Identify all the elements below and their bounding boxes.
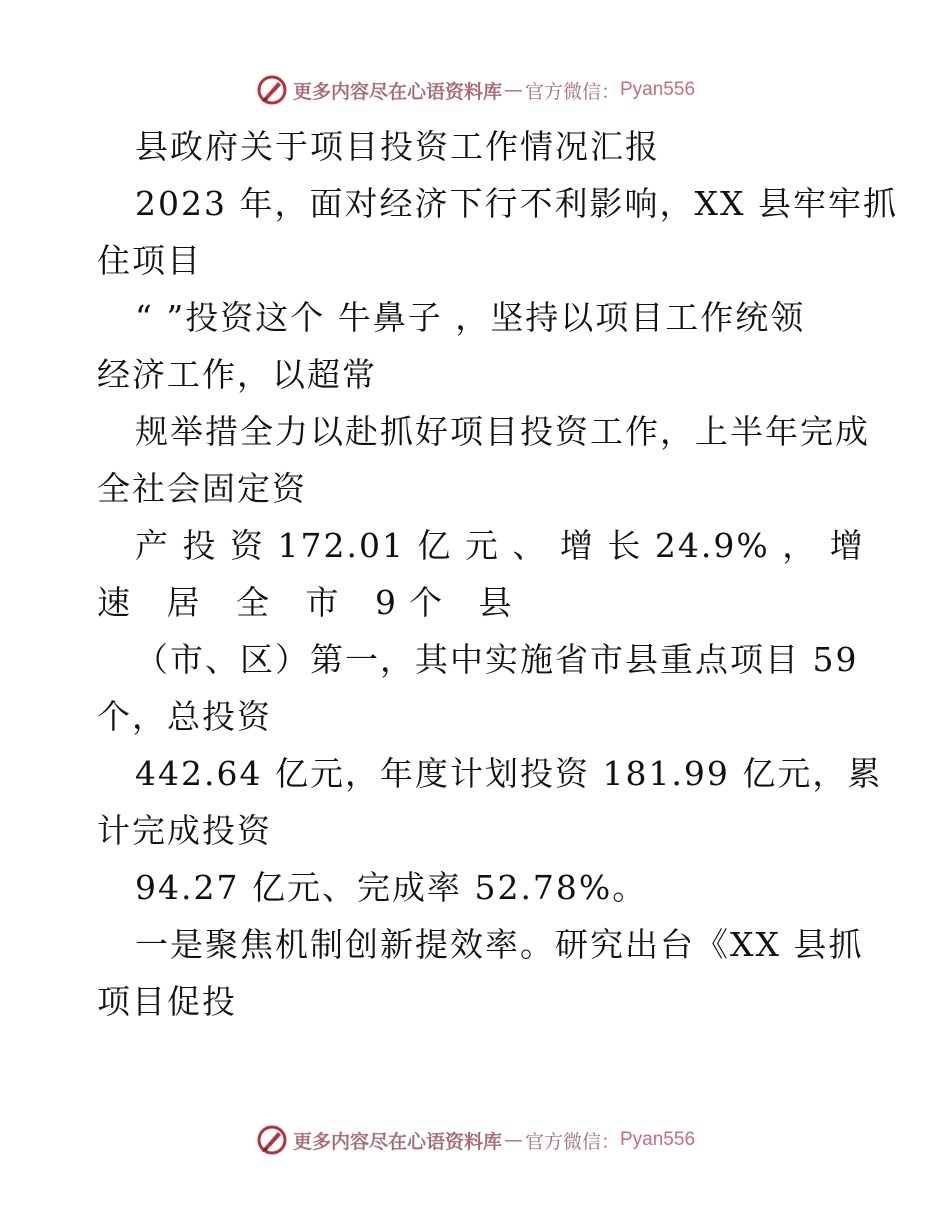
paragraph-line: 住项目 [97,241,202,280]
paragraph [97,745,883,859]
paragraph-line: 个，总投资 [97,697,272,736]
paragraph [97,289,857,403]
document-title [97,118,857,175]
paragraph [97,175,898,289]
title-line: 县政府关于项目投资工作情况汇报 [135,127,660,166]
paragraph-line: 项目促投 [97,982,237,1021]
watermark-text: 更多内容尽在心语资料库 [292,80,502,103]
paragraph-line: 规举措全力以赴抓好项目投资工作，上半年完成 [135,412,870,451]
watermark-banner-bottom [0,1120,950,1160]
paragraph-line: 经济工作，以超常 [97,355,377,394]
paragraph [97,517,865,631]
watermark-dash: — [503,1129,523,1151]
watermark-wechat-label: 官方微信： [524,1130,620,1153]
paragraph [97,403,870,517]
pen-logo-icon [255,1123,289,1157]
watermark-wechat-id: Pyan556 [620,79,696,100]
watermark-wechat-id: Pyan556 [620,1129,696,1150]
paragraph-line: “ ”投资这个 牛鼻子 ，坚持以项目工作统领 [135,298,806,337]
paragraph-line: 2023 年，面对经济下行不利影响，XX 县牢牢抓 [135,184,898,223]
paragraph-line: （市、区）第一，其中实施省市县重点项目 59 [135,640,859,679]
pen-logo-icon [255,73,289,107]
paragraph-line: 一是聚焦机制创新提效率。研究出台《XX 县抓 [135,925,864,964]
watermark-dash: — [503,79,523,101]
paragraph [97,859,857,916]
paragraph-line: 计完成投资 [97,811,272,850]
paragraph-line: 速 居 全 市 9个 县 [97,583,525,622]
document-body [97,118,898,1030]
paragraph-line: 442.64 亿元，年度计划投资 181.99 亿元，累 [135,754,883,793]
paragraph-line: 全社会固定资 [97,469,307,508]
paragraph-line: 产 投 资 172.01 亿 元 、 增 长 24.9% ， 增 [135,526,865,565]
paragraph [97,631,857,745]
watermark-text: 更多内容尽在心语资料库 [292,1130,502,1153]
paragraph [97,916,864,1030]
watermark-banner-top [0,70,950,110]
paragraph-line: 94.27 亿元、完成率 52.78%。 [135,868,648,907]
watermark-wechat-label: 官方微信： [524,80,620,103]
